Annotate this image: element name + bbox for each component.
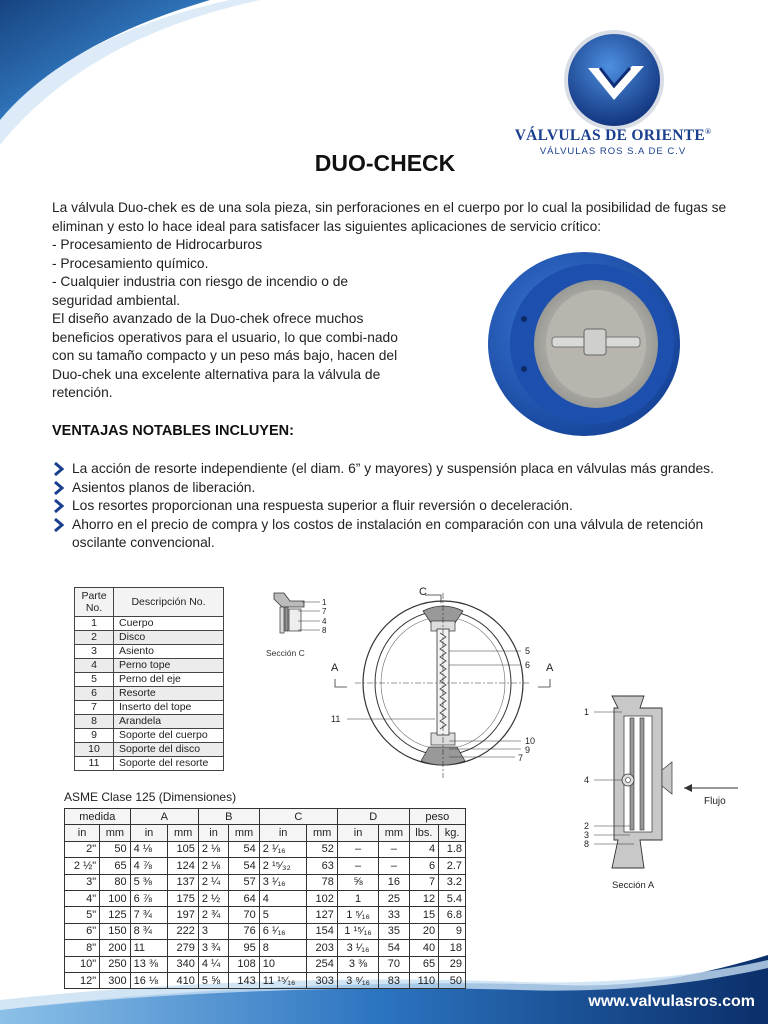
part-number: 10 (75, 743, 114, 757)
table-cell: 5 (259, 907, 307, 923)
part-number: 11 (75, 757, 114, 771)
table-cell: 279 (168, 940, 198, 956)
advantage-item: Asientos planos de liberación. (52, 479, 732, 498)
column-group-header: C (259, 809, 337, 825)
advantage-item: Ahorro en el precio de compra y los costos de instalación en comparación con una válvula de retención oscilante convencional. (52, 516, 732, 553)
table-cell: 3.2 (439, 874, 466, 890)
table-row (75, 757, 224, 771)
chevron-right-icon (52, 498, 66, 514)
dimensions-table (64, 808, 466, 989)
chevron-right-icon (52, 480, 66, 496)
table-row (65, 890, 466, 906)
table-row (75, 645, 224, 659)
table-cell: 143 (229, 972, 259, 988)
part-description: Soporte del resorte (114, 757, 224, 771)
table-cell: 197 (168, 907, 198, 923)
table-cell: 95 (229, 940, 259, 956)
table-cell: 2 ¾ (198, 907, 228, 923)
front-view-diagram (325, 583, 560, 783)
table-row (75, 631, 224, 645)
table-cell: 16 ⅛ (130, 972, 168, 988)
section-marker: A (331, 662, 339, 674)
table-cell: 2 ¹⁄₁₆ (259, 841, 307, 857)
table-cell: 410 (168, 972, 198, 988)
table-cell: 3 ⅜ (337, 956, 378, 972)
website-url: www.valvulasros.com (588, 993, 755, 1010)
table-cell: 25 (379, 890, 409, 906)
parts-table (74, 587, 224, 771)
table-cell: 1 ¹⁵⁄₁₆ (337, 923, 378, 939)
intro-paragraph: La válvula Duo-chek es de una sola pieza, sin perforaciones en el cuerpo por lo cual la posibilidad de fugas se eliminan y esto lo hace ideal para satisfacer las siguientes aplicaciones de servicio crítico: (52, 200, 727, 234)
part-number: 3 (75, 645, 114, 659)
table-cell: ⅝ (337, 874, 378, 890)
application-item: - Cualquier industria con riesgo de incendio o de seguridad ambiental. (52, 274, 349, 308)
table-cell: 2 ¼ (198, 874, 228, 890)
table-cell: 83 (379, 972, 409, 988)
table-cell: 6 ⅞ (130, 890, 168, 906)
table-cell: 102 (307, 890, 337, 906)
table-cell: 40 (409, 940, 438, 956)
table-cell: 80 (100, 874, 130, 890)
table-cell: 65 (409, 956, 438, 972)
table-row (75, 729, 224, 743)
brand-subtitle: VÁLVULAS ROS S.A DE C.V (539, 146, 687, 157)
section-a-diagram (578, 690, 738, 900)
table-cell: 2 ¹⁵⁄₃₂ (259, 858, 307, 874)
table-cell: 105 (168, 841, 198, 857)
table-row (75, 701, 224, 715)
chevron-right-icon (52, 461, 66, 477)
intro-paragraph: El diseño avanzado de la Duo-chek ofrece muchos beneficios operativos para el usuario, lo que combi-nado con su tamaño compacto y un peso más bajo, hacen del Duo-chek una excelente alternativa para la válvula de retención. (52, 311, 398, 400)
part-description: Soporte del cuerpo (114, 729, 224, 743)
advantage-item: La acción de resorte independiente (el diam. 6” y mayores) y suspensión placa en válvulas más grandes. (52, 460, 732, 479)
column-group-header: peso (409, 809, 465, 825)
part-description: Resorte (114, 687, 224, 701)
table-cell: 300 (100, 972, 130, 988)
table-cell: 4" (65, 890, 100, 906)
unit-header: mm (307, 825, 337, 841)
table-row (75, 687, 224, 701)
table-cell: 1 ⁵⁄₁₆ (337, 907, 378, 923)
table-cell: 8 ¾ (130, 923, 168, 939)
part-number: 5 (75, 673, 114, 687)
unit-header: in (337, 825, 378, 841)
table-row (65, 858, 466, 874)
part-description: Cuerpo (114, 617, 224, 631)
table-cell: 125 (100, 907, 130, 923)
table-row (75, 659, 224, 673)
callout-label: 4 (322, 617, 327, 626)
section-marker: C (419, 586, 427, 598)
table-cell: 8 (259, 940, 307, 956)
table-cell: 10 (259, 956, 307, 972)
table-row (65, 907, 466, 923)
part-number: 4 (75, 659, 114, 673)
table-cell: 1.8 (439, 841, 466, 857)
part-number: 6 (75, 687, 114, 701)
table-cell: 50 (100, 841, 130, 857)
callout-label: 5 (525, 646, 531, 656)
table-cell: 175 (168, 890, 198, 906)
callout-label: 7 (518, 753, 524, 763)
part-number: 9 (75, 729, 114, 743)
callout-label: 4 (584, 775, 590, 785)
table-cell: 33 (379, 907, 409, 923)
table-cell: 8" (65, 940, 100, 956)
advantages-list (52, 460, 732, 553)
table-cell: 250 (100, 956, 130, 972)
unit-header: mm (229, 825, 259, 841)
section-marker: A (546, 662, 554, 674)
table-cell: 3" (65, 874, 100, 890)
table-row (65, 940, 466, 956)
table-cell: – (337, 841, 378, 857)
part-description: Arandela (114, 715, 224, 729)
table-cell: 29 (439, 956, 466, 972)
table-cell: 3 ¹⁄₁₆ (259, 874, 307, 890)
part-description: Perno del eje (114, 673, 224, 687)
table-cell: 127 (307, 907, 337, 923)
chevron-right-icon (52, 517, 66, 533)
table-cell: 76 (229, 923, 259, 939)
unit-header: lbs. (409, 825, 438, 841)
application-item: - Procesamiento químico. (52, 255, 209, 271)
table-cell: 340 (168, 956, 198, 972)
table-cell: 6 (409, 858, 438, 874)
table-row (65, 841, 466, 857)
table-cell: 154 (307, 923, 337, 939)
table-cell: 303 (307, 972, 337, 988)
column-group-header: A (130, 809, 198, 825)
table-cell: – (379, 858, 409, 874)
table-cell: 100 (100, 890, 130, 906)
parts-header-part: Parte No. (75, 588, 114, 617)
table-cell: 70 (379, 956, 409, 972)
callout-label: 1 (584, 707, 590, 717)
table-cell: 124 (168, 858, 198, 874)
table-cell: 3 ¾ (198, 940, 228, 956)
table-cell: 4 ⅛ (130, 841, 168, 857)
table-cell: – (337, 858, 378, 874)
part-description: Disco (114, 631, 224, 645)
table-cell: 5" (65, 907, 100, 923)
table-row (65, 874, 466, 890)
table-cell: 2 ½ (198, 890, 228, 906)
table-cell: 78 (307, 874, 337, 890)
part-description: Inserto del tope (114, 701, 224, 715)
callout-label: 8 (322, 626, 327, 635)
part-number: 2 (75, 631, 114, 645)
table-cell: 6 ¹⁄₁₆ (259, 923, 307, 939)
callout-label: 11 (331, 714, 341, 724)
table-cell: 6.8 (439, 907, 466, 923)
table-cell: 52 (307, 841, 337, 857)
table-cell: 35 (379, 923, 409, 939)
column-group-header: medida (65, 809, 131, 825)
advantages-title: VENTAJAS NOTABLES INCLUYEN: (52, 423, 294, 439)
table-cell: 11 (130, 940, 168, 956)
valve-photo (484, 249, 684, 439)
table-row (65, 972, 466, 988)
table-row (75, 715, 224, 729)
unit-header: in (65, 825, 100, 841)
unit-header: mm (168, 825, 198, 841)
page-title: DUO-CHECK (314, 150, 456, 176)
part-description: Soporte del disco (114, 743, 224, 757)
table-cell: – (379, 841, 409, 857)
callout-label: 6 (525, 660, 531, 670)
table-cell: 200 (100, 940, 130, 956)
section-a-label: Sección A (612, 880, 655, 891)
table-cell: 9 (439, 923, 466, 939)
unit-header: mm (100, 825, 130, 841)
section-c-label: Sección C (266, 648, 305, 658)
table-cell: 54 (379, 940, 409, 956)
column-group-header: D (337, 809, 409, 825)
table-cell: 110 (409, 972, 438, 988)
table-cell: 65 (100, 858, 130, 874)
table-cell: 2.7 (439, 858, 466, 874)
table-cell: 64 (229, 890, 259, 906)
table-cell: 7 (409, 874, 438, 890)
table-cell: 13 ⅜ (130, 956, 168, 972)
table-cell: 50 (439, 972, 466, 988)
table-cell: 15 (409, 907, 438, 923)
table-cell: 11 ¹⁵⁄₁₆ (259, 972, 307, 988)
table-row (75, 617, 224, 631)
flow-label: Flujo (704, 796, 726, 807)
table-row (75, 673, 224, 687)
table-cell: 254 (307, 956, 337, 972)
table-cell: 5 ⅜ (130, 874, 168, 890)
column-group-header: B (198, 809, 259, 825)
table-cell: 4 (409, 841, 438, 857)
table-cell: 54 (229, 858, 259, 874)
table-cell: 108 (229, 956, 259, 972)
table-cell: 3 ¹⁄₁₆ (337, 940, 378, 956)
unit-header: kg. (439, 825, 466, 841)
table-cell: 10" (65, 956, 100, 972)
table-row (65, 923, 466, 939)
callout-label: 1 (322, 598, 327, 607)
callout-label: 7 (322, 607, 327, 616)
part-description: Asiento (114, 645, 224, 659)
brand-name: VÁLVULAS DE ORIENTE® (514, 127, 712, 145)
callout-label: 2 (584, 821, 590, 831)
unit-header: mm (379, 825, 409, 841)
table-cell: 2 ⅛ (198, 858, 228, 874)
unit-header: in (198, 825, 228, 841)
application-item: - Procesamiento de Hidrocarburos (52, 237, 263, 252)
table-cell: 137 (168, 874, 198, 890)
table-cell: 57 (229, 874, 259, 890)
table-cell: 2 ⅛ (198, 841, 228, 857)
table-cell: 63 (307, 858, 337, 874)
table-cell: 3 ⁹⁄₁₆ (337, 972, 378, 988)
table-cell: 54 (229, 841, 259, 857)
callout-label: 8 (584, 839, 590, 849)
callout-label: 3 (584, 830, 590, 840)
part-description: Perno tope (114, 659, 224, 673)
table-cell: 18 (439, 940, 466, 956)
table-cell: 222 (168, 923, 198, 939)
table-cell: 3 (198, 923, 228, 939)
part-number: 8 (75, 715, 114, 729)
table-cell: 12 (409, 890, 438, 906)
table-cell: 20 (409, 923, 438, 939)
parts-header-desc: Descripción No. (114, 588, 224, 617)
table-row (65, 956, 466, 972)
part-number: 1 (75, 617, 114, 631)
callout-label: 10 (525, 736, 536, 746)
unit-header: in (259, 825, 307, 841)
callout-label: 9 (525, 745, 531, 755)
table-cell: 2" (65, 841, 100, 857)
table-cell: 4 ⅞ (130, 858, 168, 874)
table-cell: 1 (337, 890, 378, 906)
table-cell: 5 ⅝ (198, 972, 228, 988)
table-cell: 70 (229, 907, 259, 923)
table-cell: 12" (65, 972, 100, 988)
table-cell: 203 (307, 940, 337, 956)
unit-header: in (130, 825, 168, 841)
table-cell: 6" (65, 923, 100, 939)
table-cell: 16 (379, 874, 409, 890)
part-number: 7 (75, 701, 114, 715)
dimensions-title: ASME Clase 125 (Dimensiones) (64, 790, 237, 804)
advantage-item: Los resortes proporcionan una respuesta superior a fluir reversión o deceleración. (52, 497, 732, 516)
table-cell: 4 (259, 890, 307, 906)
table-cell: 2 ½" (65, 858, 100, 874)
table-cell: 4 ¼ (198, 956, 228, 972)
table-cell: 7 ¾ (130, 907, 168, 923)
company-logo (560, 26, 668, 134)
table-cell: 5.4 (439, 890, 466, 906)
table-cell: 150 (100, 923, 130, 939)
table-row (75, 743, 224, 757)
